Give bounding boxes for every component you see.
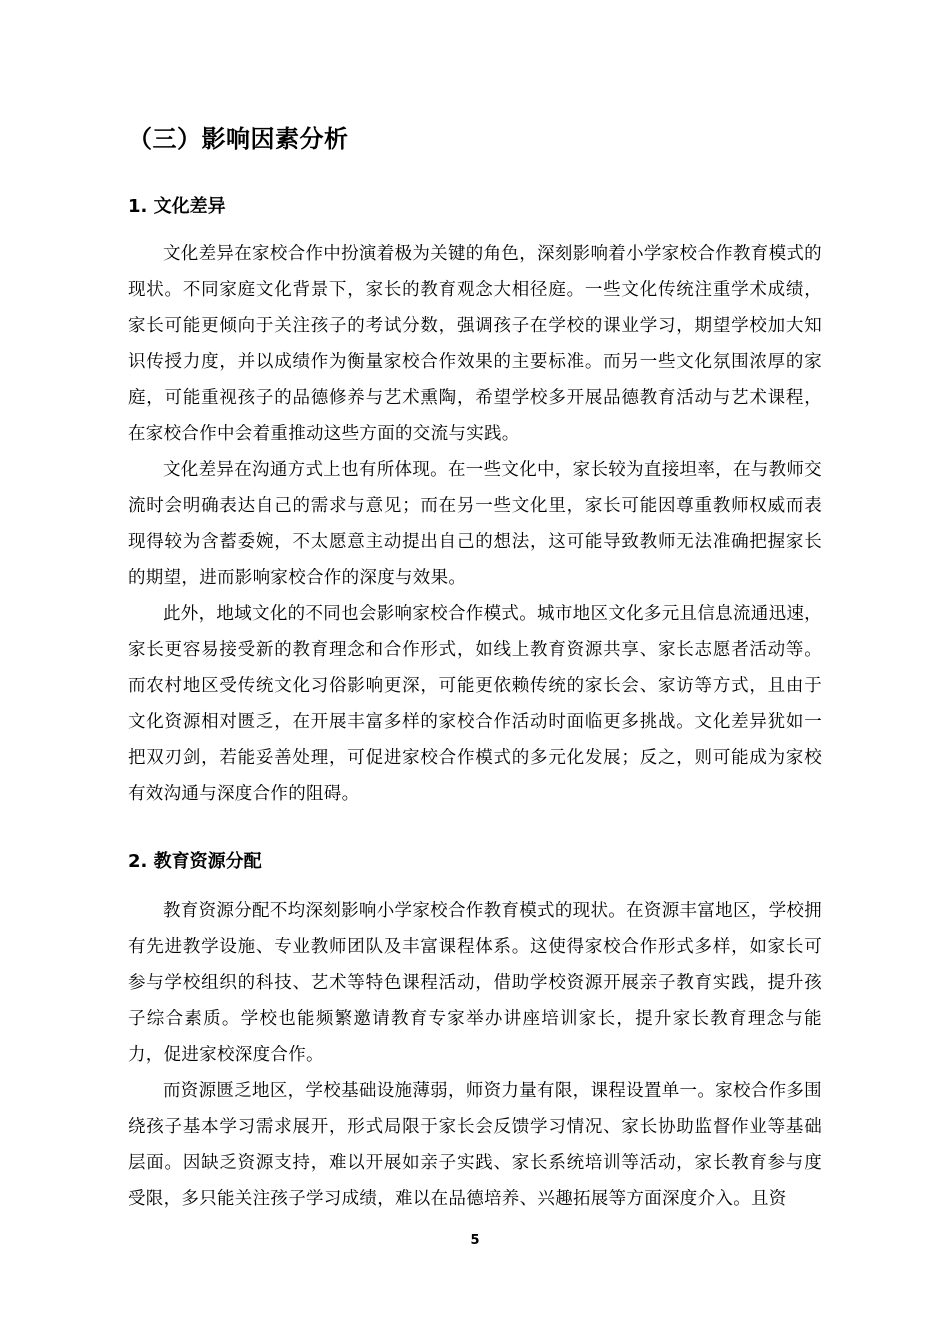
page-number: 5: [470, 1233, 480, 1248]
paragraph: 教育资源分配不均深刻影响小学家校合作教育模式的现状。在资源丰富地区，学校拥有先进教学设施、专业教师团队及丰富课程体系。这使得家校合作形式多样，如家长可参与学校组织的科技、艺术等特色课程活动，借助学校资源开展亲子教育实践，提升孩子综合素质。学校也能频繁邀请教育专家举办讲座培训家长，提升家长教育理念与能力，促进家校深度合作。: [128, 901, 822, 1065]
paragraph: 文化差异在家校合作中扮演着极为关键的角色，深刻影响着小学家校合作教育模式的现状。不同家庭文化背景下，家长的教育观念大相径庭。一些文化传统注重学术成绩，家长可能更倾向于关注孩子的考试分数，强调孩子在学校的课业学习，期望学校加大知识传授力度，并以成绩作为衡量家校合作效果的主要标准。而另一些文化氛围浓厚的家庭，可能重视孩子的品德修养与艺术熏陶，希望学校多开展品德教育活动与艺术课程，在家校合作中会着重推动这些方面的交流与实践。: [128, 244, 822, 444]
subsection-heading-resource-allocation: 2. 教育资源分配: [128, 851, 262, 872]
paragraph: 文化差异在沟通方式上也有所体现。在一些文化中，家长较为直接坦率，在与教师交流时会明确表达自己的需求与意见；而在另一些文化里，家长可能因尊重教师权威而表现得较为含蓄委婉，不太愿意主动提出自己的想法，这可能导致教师无法准确把握家长的期望，进而影响家校合作的深度与效果。: [128, 460, 822, 588]
subsection-body-cultural-differences: [128, 236, 822, 812]
subsection-heading-cultural-differences: 1. 文化差异: [128, 196, 226, 217]
section-title: （三）影响因素分析: [128, 125, 349, 153]
paragraph: 而资源匮乏地区，学校基础设施薄弱，师资力量有限，课程设置单一。家校合作多围绕孩子基本学习需求展开，形式局限于家长会反馈学习情况、家长协助监督作业等基础层面。因缺乏资源支持，难以开展如亲子实践、家长系统培训等活动，家长教育参与度受限，多只能关注孩子学习成绩，难以在品德培养、兴趣拓展等方面深度介入。且资: [128, 1081, 822, 1209]
paragraph: 此外，地域文化的不同也会影响家校合作模式。城市地区文化多元且信息流通迅速，家长更容易接受新的教育理念和合作形式，如线上教育资源共享、家长志愿者活动等。而农村地区受传统文化习俗影响更深，可能更依赖传统的家长会、家访等方式，且由于文化资源相对匮乏，在开展丰富多样的家校合作活动时面临更多挑战。文化差异犹如一把双刃剑，若能妥善处理，可促进家校合作模式的多元化发展；反之，则可能成为家校有效沟通与深度合作的阻碍。: [128, 604, 822, 804]
subsection-body-resource-allocation: [128, 893, 822, 1217]
